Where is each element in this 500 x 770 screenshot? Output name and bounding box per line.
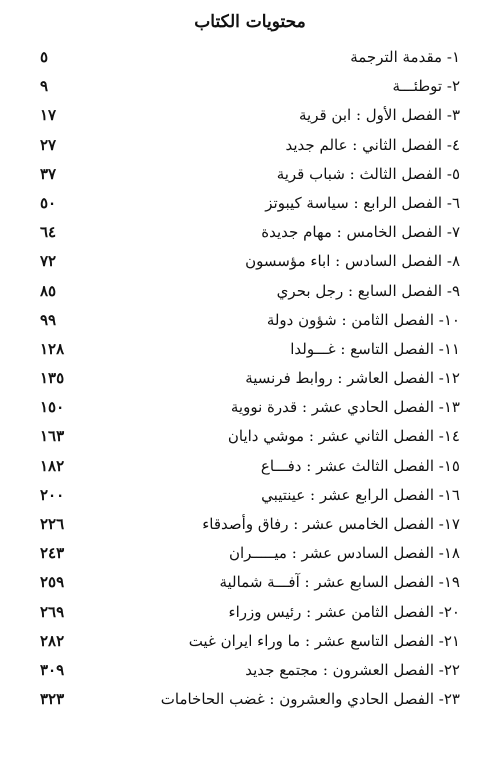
- toc-entry-title: ٥- الفصل الثالث : شباب قرية: [276, 164, 460, 183]
- toc-entry: [40, 46, 460, 75]
- toc-entry-title: ٦- الفصل الرابع : سياسة كيبوتز: [265, 193, 460, 212]
- toc-entry-page-number: ٣٧: [40, 164, 57, 183]
- toc-entry-page-number: ١٨٢: [40, 456, 65, 475]
- toc-entry-page-number: ٢٤٣: [40, 544, 65, 563]
- toc-entry-title: ١٢- الفصل العاشر : روابط فرنسية: [245, 369, 460, 388]
- toc-entry-title: ١٩- الفصل السابع عشر : آفـــة شمالية: [219, 573, 460, 592]
- toc-entry: [40, 75, 460, 104]
- toc-entry-title: ٩- الفصل السابع : رجل بحري: [276, 281, 460, 300]
- toc-entry: [40, 250, 460, 279]
- toc-entry: [40, 542, 460, 571]
- toc-entry-page-number: ٢٦٩: [40, 602, 65, 621]
- page-title: محتويات الكتاب: [194, 12, 306, 32]
- toc-entry: [40, 396, 460, 425]
- toc-entry: [40, 280, 460, 309]
- toc-entry: [40, 688, 460, 717]
- toc-entry-title: ١٧- الفصل الخامس عشر : رفاق وأصدقاء: [202, 515, 460, 533]
- toc-entry-page-number: ٦٤: [40, 223, 57, 242]
- toc-entry: [40, 571, 460, 600]
- toc-entry-title: ١٨- الفصل السادس عشر : ميـــــران: [228, 544, 460, 563]
- toc-entry: [40, 455, 460, 484]
- toc-entry: [40, 425, 460, 454]
- toc-entry-title: ٢٢- الفصل العشرون : مجتمع جديد: [245, 660, 460, 679]
- toc-entry-page-number: ٧٢: [40, 252, 57, 271]
- toc-entry-page-number: ١٢٨: [40, 339, 65, 358]
- toc-entry-title: ٢١- الفصل التاسع عشر : ما وراء ايران غيت: [188, 631, 460, 650]
- toc-entry-page-number: ١٣٥: [40, 369, 65, 388]
- toc-entry-page-number: ٢٢٦: [40, 515, 65, 533]
- toc-entry-title: ١٥- الفصل الثالث عشر : دفـــاع: [260, 456, 460, 475]
- toc-entry-page-number: ١٥٠: [40, 398, 65, 417]
- toc-entry-title: ١٤- الفصل الثاني عشر : موشي دايان: [227, 427, 460, 446]
- toc-entry: [40, 163, 460, 192]
- toc-entry-page-number: ٣٢٣: [40, 690, 65, 709]
- toc-entry: [40, 367, 460, 396]
- toc-entry-page-number: ٢٧: [40, 135, 57, 154]
- toc-entry-title: ١- مقدمة الترجمة: [350, 48, 460, 66]
- toc-entry-title: ١٣- الفصل الحادي عشر : قدرة نووية: [230, 398, 460, 417]
- toc-entry-title: ٧- الفصل الخامس : مهام جديدة: [261, 223, 460, 242]
- toc-entry-page-number: ٢٨٢: [40, 631, 65, 650]
- toc-entry-page-number: ٥: [40, 48, 49, 66]
- toc-entry-page-number: ٢٠٠: [40, 485, 65, 504]
- toc-entry-page-number: ١٦٣: [40, 427, 65, 446]
- toc-entry-title: ١٠- الفصل الثامن : شؤون دولة: [266, 310, 460, 329]
- toc-entry-page-number: ٨٥: [40, 281, 57, 300]
- toc-entry: [40, 104, 460, 133]
- toc-entry: [40, 484, 460, 513]
- table-of-contents: [40, 46, 460, 717]
- toc-entry-page-number: ١٧: [40, 106, 57, 125]
- toc-entry-title: ١٦- الفصل الرابع عشر : عينتيبي: [261, 485, 460, 504]
- toc-entry: [40, 309, 460, 338]
- toc-entry-page-number: ٣٠٩: [40, 660, 65, 679]
- toc-entry-page-number: ٩٩: [40, 310, 57, 329]
- toc-entry: [40, 513, 460, 542]
- toc-entry: [40, 134, 460, 163]
- toc-entry-page-number: ٢٥٩: [40, 573, 65, 592]
- toc-entry-title: ٢٠- الفصل الثامن عشر : رئيس وزراء: [228, 602, 460, 621]
- toc-entry-title: ٨- الفصل السادس : اباء مؤسسون: [245, 252, 460, 271]
- toc-entry: [40, 221, 460, 250]
- toc-entry: [40, 192, 460, 221]
- toc-entry-page-number: ٥٠: [40, 193, 57, 212]
- toc-entry-title: ٢٣- الفصل الحادي والعشرون : غضب الحاخامات: [160, 690, 460, 709]
- toc-entry: [40, 659, 460, 688]
- toc-entry-title: ١١- الفصل التاسع : غـــولدا: [290, 339, 460, 358]
- toc-entry-page-number: ٩: [40, 77, 49, 96]
- toc-entry-title: ٣- الفصل الأول : ابن قرية: [298, 106, 460, 125]
- toc-entry: [40, 601, 460, 630]
- toc-entry-title: ٤- الفصل الثاني : عالم جديد: [285, 135, 460, 154]
- toc-entry: [40, 338, 460, 367]
- toc-entry-title: ٢- توطئـــة: [392, 77, 460, 96]
- toc-entry: [40, 630, 460, 659]
